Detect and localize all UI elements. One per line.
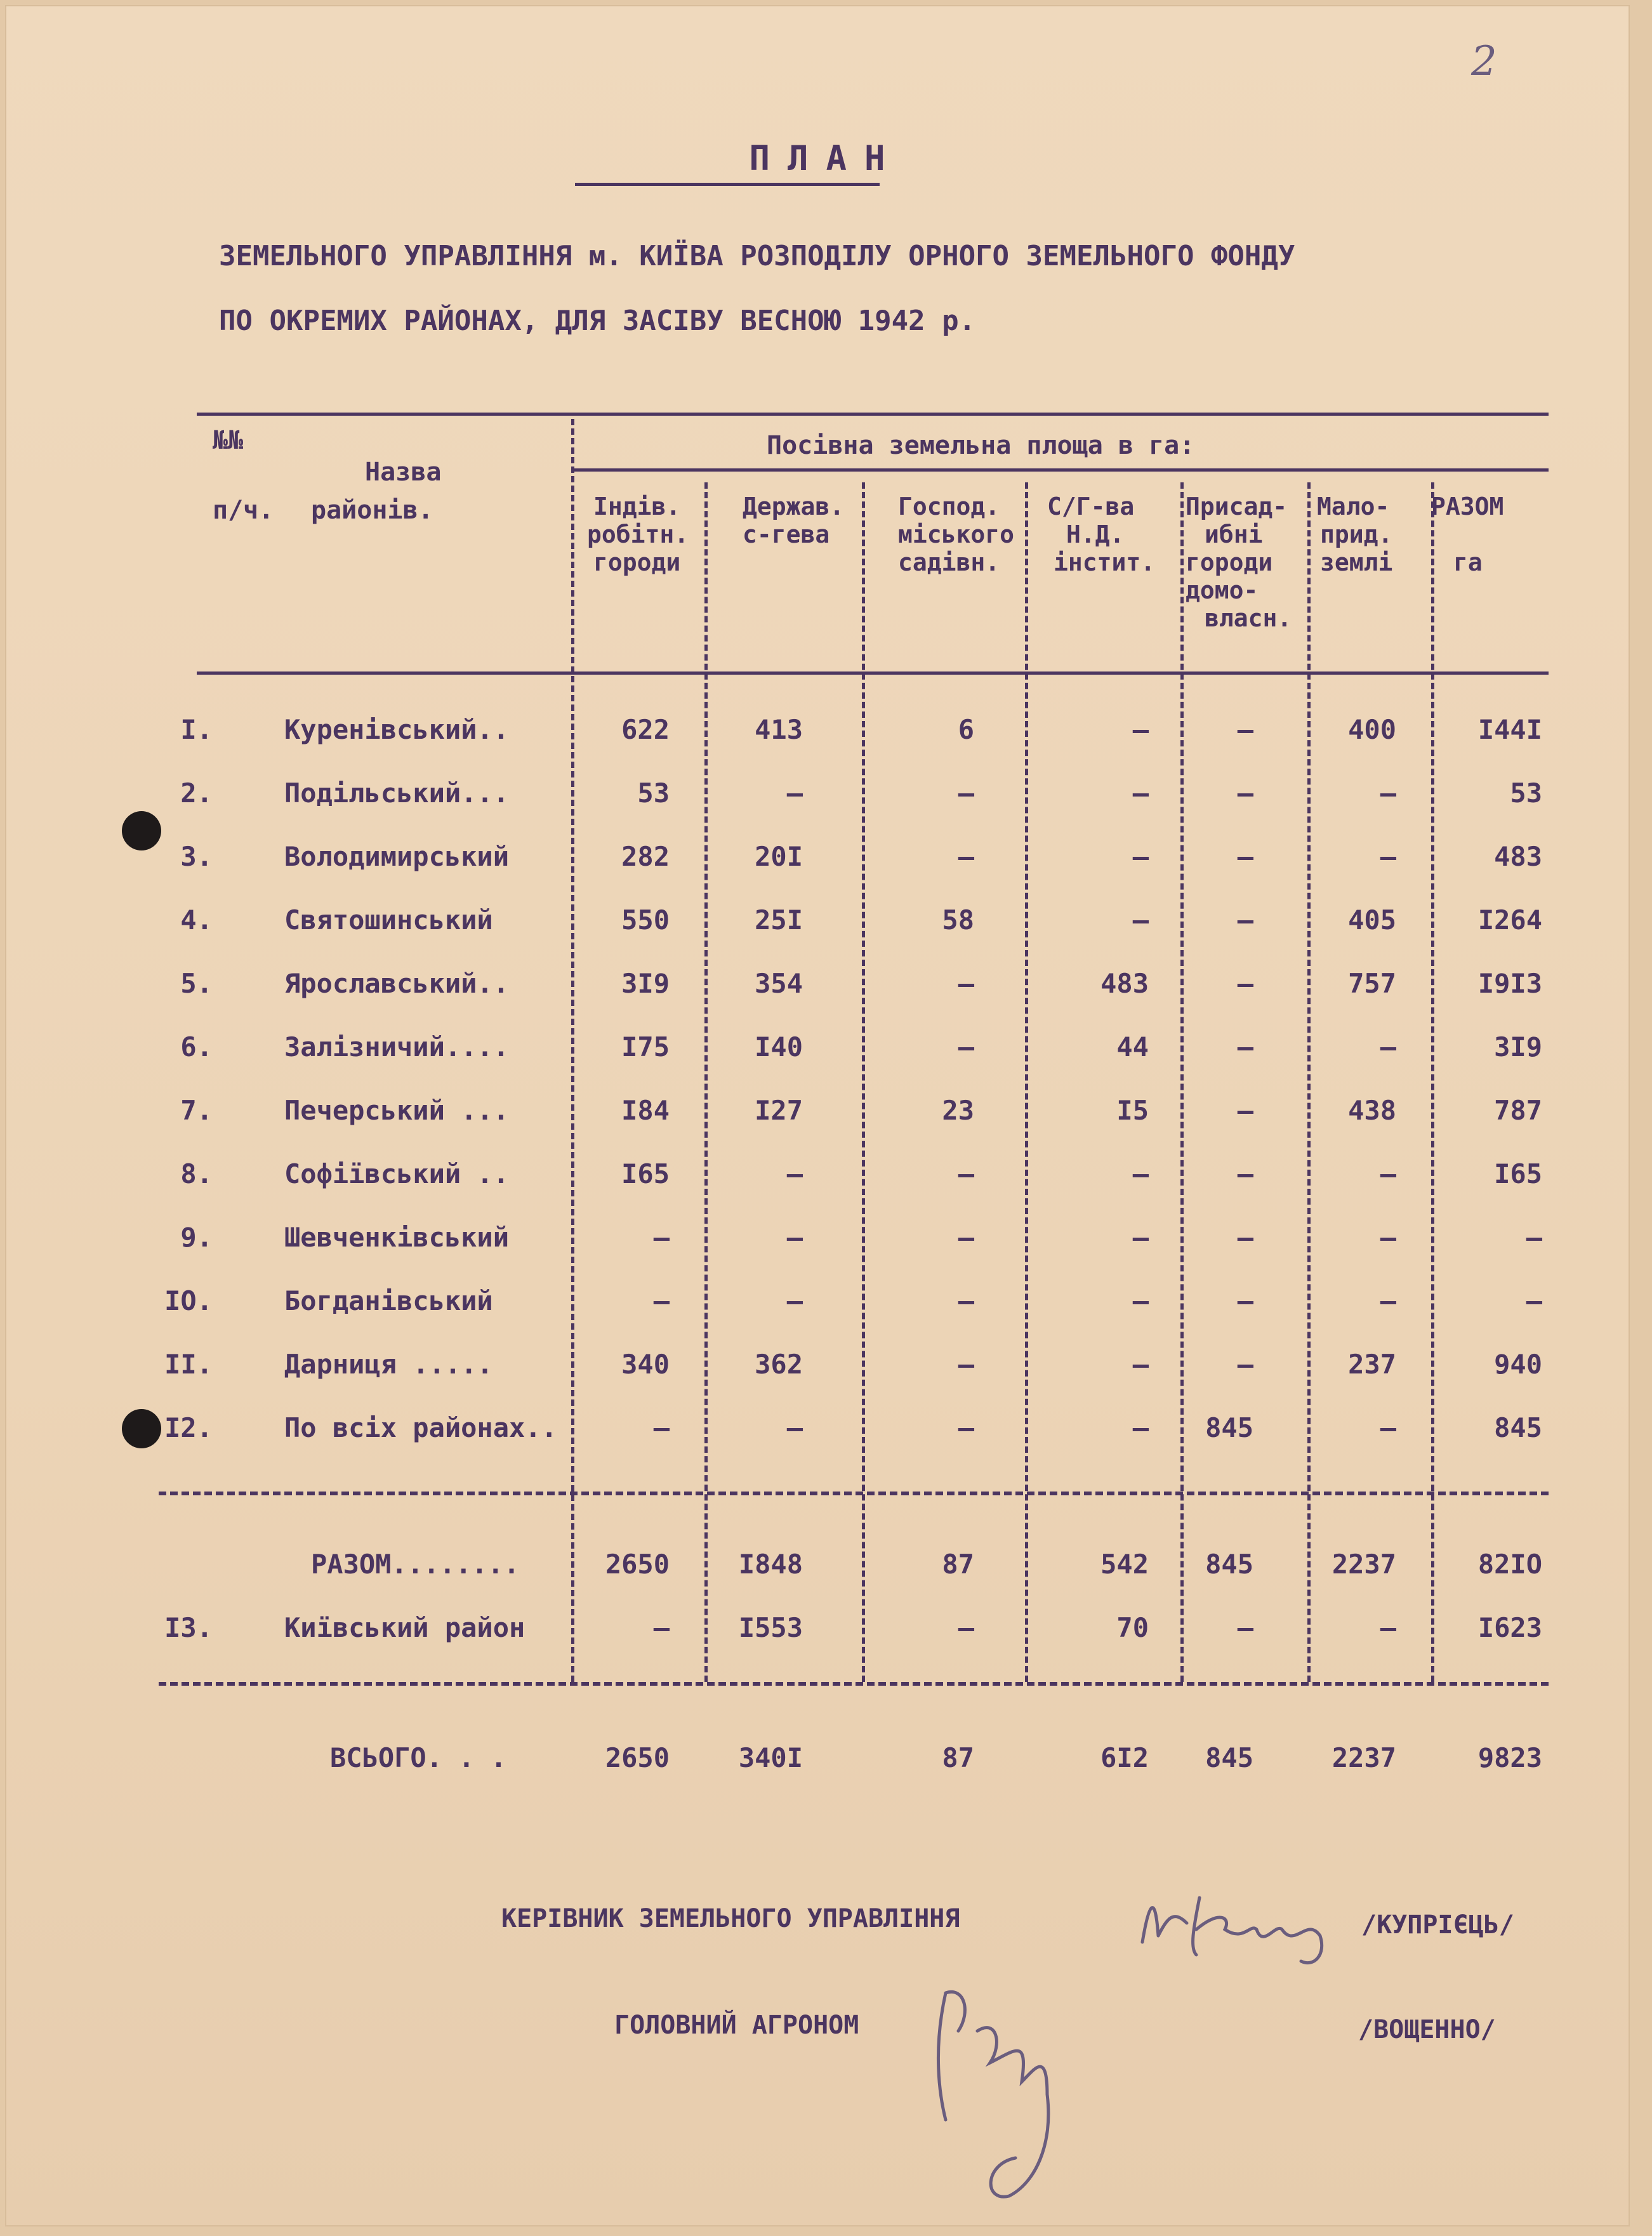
total-col-4: 6I2: [1100, 1742, 1149, 1773]
kyiv-row-col-6: –: [1380, 1612, 1396, 1643]
table-row-10-col-5: –: [1237, 1285, 1253, 1316]
table-row-5-col-6: 757: [1348, 968, 1396, 999]
subtotal-label: РАЗОМ........: [311, 1549, 520, 1580]
table-row-6-col-6: –: [1380, 1031, 1396, 1062]
table-row-1-col-7: I44I: [1477, 714, 1542, 745]
subtotal-col-1: 2650: [605, 1549, 670, 1580]
column-divider-1: [571, 419, 574, 1682]
table-row-7-col-7: 787: [1494, 1095, 1542, 1126]
subtotal-col-6: 2237: [1332, 1549, 1396, 1580]
subtotal-col-7: 82IO: [1477, 1549, 1542, 1580]
kyiv-row-col-5: –: [1237, 1612, 1253, 1643]
total-col-1: 2650: [605, 1742, 670, 1773]
signatory-2-name: /ВОЩЕННО/: [1358, 2015, 1496, 2044]
table-row-2-col-5: –: [1237, 777, 1253, 809]
title-underline: [575, 183, 880, 186]
group-header-rule: [571, 468, 1549, 472]
kyiv-row-number: I3.: [164, 1612, 213, 1643]
group-header: Посівна земельна площа в га:: [767, 431, 1195, 460]
table-row-7-col-5: –: [1237, 1095, 1253, 1126]
table-top-rule: [197, 413, 1549, 416]
table-row-number: IO.: [164, 1285, 213, 1316]
table-row-district: Володимирський: [284, 841, 510, 872]
table-row-8-col-4: –: [1132, 1158, 1149, 1189]
kyiv-row-col-7: I623: [1477, 1612, 1542, 1643]
total-col-6: 2237: [1332, 1742, 1396, 1773]
header-no-2: п/ч.: [213, 496, 274, 525]
table-row-4-col-3: 58: [942, 904, 974, 936]
table-row-8-col-7: I65: [1494, 1158, 1542, 1189]
table-row-district: По всіх районах..: [284, 1412, 557, 1443]
total-col-5: 845: [1205, 1742, 1253, 1773]
table-row-11-col-3: –: [958, 1349, 974, 1380]
subtotal-col-3: 87: [942, 1549, 974, 1580]
subtotal-col-5: 845: [1205, 1549, 1253, 1580]
table-row-4-col-5: –: [1237, 904, 1253, 936]
table-row-number: 9.: [180, 1222, 213, 1253]
table-row-11-col-4: –: [1132, 1349, 1149, 1380]
table-row-10-col-7: –: [1526, 1285, 1542, 1316]
table-row-2-col-1: 53: [637, 777, 670, 809]
table-row-district: Дарниця .....: [284, 1349, 493, 1380]
header-no-1: №№: [213, 426, 244, 455]
table-row-number: I.: [180, 714, 213, 745]
page-number: 2: [1471, 38, 1497, 85]
table-row-8-col-5: –: [1237, 1158, 1253, 1189]
table-row-3-col-1: 282: [621, 841, 670, 872]
signatory-2-title: ГОЛОВНИЙ АГРОНОМ: [614, 2011, 859, 2040]
table-row-district: Залізничий....: [284, 1031, 510, 1062]
signature-2: [920, 1955, 1098, 2209]
table-row-12-col-4: –: [1132, 1412, 1149, 1443]
table-row-4-col-2: 25I: [755, 904, 803, 936]
table-row-9-col-7: –: [1526, 1222, 1542, 1253]
column-divider-7: [1431, 482, 1434, 1682]
total-col-3: 87: [942, 1742, 974, 1773]
table-row-number: 7.: [180, 1095, 213, 1126]
table-row-6-col-2: I40: [755, 1031, 803, 1062]
kyiv-row-col-3: –: [958, 1612, 974, 1643]
subtitle-line-2: ПО ОКРЕМИХ РАЙОНАХ, ДЛЯ ЗАСІВУ ВЕСНОЮ 1942 р.: [219, 305, 976, 337]
table-row-9-col-2: –: [786, 1222, 803, 1253]
table-row-2-col-4: –: [1132, 777, 1149, 809]
signatory-1-name: /КУПРІЄЦЬ/: [1361, 1910, 1514, 1940]
column-divider-2: [704, 482, 708, 1682]
table-row-5-col-3: –: [958, 968, 974, 999]
table-row-11-col-2: 362: [755, 1349, 803, 1380]
column-divider-6: [1307, 482, 1311, 1682]
kyiv-row-district: Київський район: [284, 1612, 525, 1643]
table-row-2-col-6: –: [1380, 777, 1396, 809]
total-label: ВСЬОГО. . .: [330, 1742, 507, 1773]
table-row-5-col-2: 354: [755, 968, 803, 999]
table-row-9-col-3: –: [958, 1222, 974, 1253]
header-bottom-rule: [197, 671, 1549, 675]
table-row-6-col-3: –: [958, 1031, 974, 1062]
table-row-3-col-6: –: [1380, 841, 1396, 872]
table-row-8-col-3: –: [958, 1158, 974, 1189]
signature-1: [1130, 1879, 1339, 1980]
table-row-1-col-1: 622: [621, 714, 670, 745]
table-row-12-col-2: –: [786, 1412, 803, 1443]
table-row-2-col-3: –: [958, 777, 974, 809]
subtotal-bottom-rule: [159, 1682, 1549, 1686]
table-row-1-col-4: –: [1132, 714, 1149, 745]
table-row-12-col-3: –: [958, 1412, 974, 1443]
table-row-5-col-1: 3I9: [621, 968, 670, 999]
table-row-3-col-5: –: [1237, 841, 1253, 872]
table-row-7-col-1: I84: [621, 1095, 670, 1126]
table-row-8-col-1: I65: [621, 1158, 670, 1189]
header-name-2: районів.: [311, 496, 433, 525]
table-row-9-col-5: –: [1237, 1222, 1253, 1253]
document-title: ПЛАН: [749, 138, 903, 178]
table-row-1-col-3: 6: [958, 714, 974, 745]
table-row-number: II.: [164, 1349, 213, 1380]
table-row-district: Куренівський..: [284, 714, 510, 745]
table-row-9-col-1: –: [653, 1222, 670, 1253]
table-row-5-col-4: 483: [1100, 968, 1149, 999]
total-col-2: 340I: [738, 1742, 803, 1773]
table-row-3-col-2: 20I: [755, 841, 803, 872]
table-row-district: Богданівський: [284, 1285, 493, 1316]
table-row-4-col-7: I264: [1477, 904, 1542, 936]
table-row-3-col-3: –: [958, 841, 974, 872]
table-row-12-col-5: 845: [1205, 1412, 1253, 1443]
table-row-3-col-4: –: [1132, 841, 1149, 872]
table-row-6-col-7: 3I9: [1494, 1031, 1542, 1062]
table-row-number: 4.: [180, 904, 213, 936]
table-row-1-col-6: 400: [1348, 714, 1396, 745]
table-row-6-col-1: I75: [621, 1031, 670, 1062]
table-row-district: Печерський ...: [284, 1095, 510, 1126]
table-row-district: Шевченківський: [284, 1222, 510, 1253]
table-row-number: I2.: [164, 1412, 213, 1443]
kyiv-row-col-2: I553: [738, 1612, 803, 1643]
table-row-12-col-6: –: [1380, 1412, 1396, 1443]
table-row-10-col-3: –: [958, 1285, 974, 1316]
table-row-9-col-6: –: [1380, 1222, 1396, 1253]
table-row-11-col-5: –: [1237, 1349, 1253, 1380]
table-row-number: 6.: [180, 1031, 213, 1062]
table-row-7-col-2: I27: [755, 1095, 803, 1126]
table-row-8-col-6: –: [1380, 1158, 1396, 1189]
table-row-4-col-1: 550: [621, 904, 670, 936]
table-row-12-col-7: 845: [1494, 1412, 1542, 1443]
column-divider-3: [862, 482, 865, 1682]
table-row-number: 8.: [180, 1158, 213, 1189]
table-row-8-col-2: –: [786, 1158, 803, 1189]
table-row-11-col-6: 237: [1348, 1349, 1396, 1380]
table-row-10-col-4: –: [1132, 1285, 1149, 1316]
table-row-5-col-5: –: [1237, 968, 1253, 999]
table-row-1-col-2: 413: [755, 714, 803, 745]
kyiv-row-col-1: –: [653, 1612, 670, 1643]
table-row-4-col-6: 405: [1348, 904, 1396, 936]
table-row-6-col-4: 44: [1116, 1031, 1149, 1062]
table-row-district: Софіївський ..: [284, 1158, 510, 1189]
rows-bottom-rule: [159, 1492, 1549, 1495]
table-row-7-col-4: I5: [1116, 1095, 1149, 1126]
table-row-9-col-4: –: [1132, 1222, 1149, 1253]
table-row-10-col-6: –: [1380, 1285, 1396, 1316]
table-row-4-col-4: –: [1132, 904, 1149, 936]
table-row-number: 2.: [180, 777, 213, 809]
kyiv-row-col-4: 70: [1116, 1612, 1149, 1643]
table-row-10-col-2: –: [786, 1285, 803, 1316]
table-row-11-col-1: 340: [621, 1349, 670, 1380]
table-row-district: Ярославський..: [284, 968, 510, 999]
table-row-7-col-3: 23: [942, 1095, 974, 1126]
table-row-11-col-7: 940: [1494, 1349, 1542, 1380]
column-divider-5: [1180, 482, 1184, 1682]
subtotal-col-4: 542: [1100, 1549, 1149, 1580]
table-row-7-col-6: 438: [1348, 1095, 1396, 1126]
signatory-1-title: КЕРІВНИК ЗЕМЕЛЬНОГО УПРАВЛІННЯ: [501, 1904, 960, 1933]
subtitle-line-1: ЗЕМЕЛЬНОГО УПРАВЛІННЯ м. КИЇВА РОЗПОДІЛУ ОРНОГО ЗЕМЕЛЬНОГО ФОНДУ: [219, 240, 1295, 272]
total-col-7: 9823: [1477, 1742, 1542, 1773]
table-row-10-col-1: –: [653, 1285, 670, 1316]
table-row-2-col-7: 53: [1510, 777, 1542, 809]
table-row-district: Подільський...: [284, 777, 510, 809]
column-divider-4: [1025, 482, 1028, 1682]
subtotal-col-2: I848: [738, 1549, 803, 1580]
table-row-6-col-5: –: [1237, 1031, 1253, 1062]
table-row-2-col-2: –: [786, 777, 803, 809]
header-name-1: Назва: [365, 458, 442, 487]
table-row-district: Святошинський: [284, 904, 493, 936]
table-row-number: 3.: [180, 841, 213, 872]
table-row-5-col-7: I9I3: [1477, 968, 1542, 999]
table-row-1-col-5: –: [1237, 714, 1253, 745]
table-row-3-col-7: 483: [1494, 841, 1542, 872]
table-row-number: 5.: [180, 968, 213, 999]
table-row-12-col-1: –: [653, 1412, 670, 1443]
